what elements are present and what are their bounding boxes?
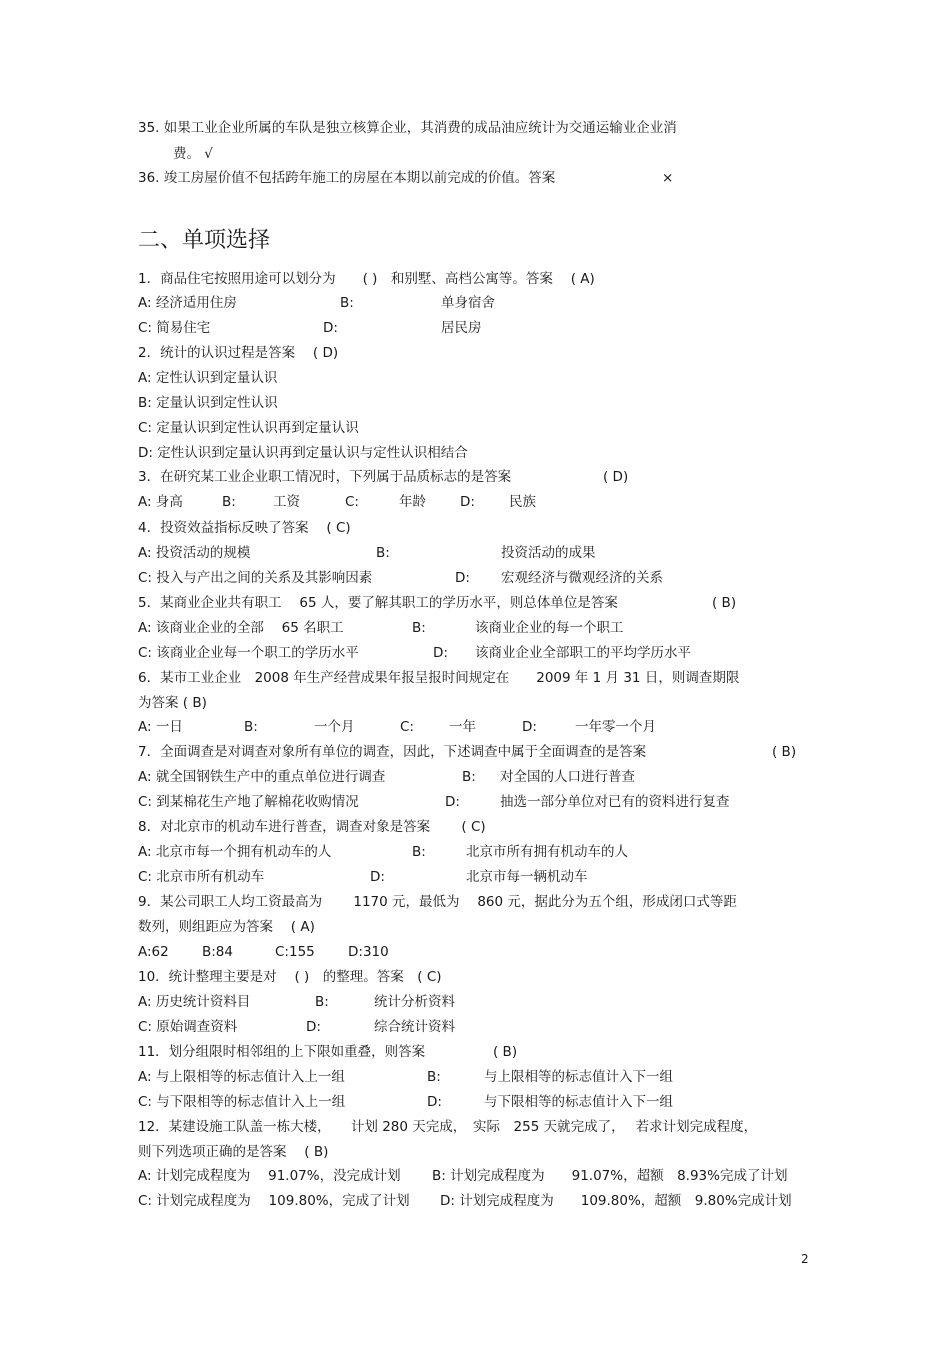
option-d: 抽选一部分单位对已有的资料进行复查: [500, 794, 730, 810]
tf-item-36-text: 36. 竣工房屋价值不包括跨年施工的房屋在本期以前完成的价值。答案: [138, 170, 556, 186]
option-a: A: 该商业企业的全部 65 名职工: [138, 620, 344, 636]
option-c: C: 北京市所有机动车: [138, 869, 265, 885]
option-c: C:155: [275, 944, 315, 960]
option-d: D: 计划完成程度为 109.80%，超额 9.80%完成计划: [440, 1193, 792, 1209]
question-5-answer: ( B): [712, 595, 737, 611]
option-d: 一年零一个月: [575, 719, 656, 735]
option-b: B: 定量认识到定性认识: [138, 395, 278, 411]
question-3-answer: ( D): [603, 469, 629, 485]
question-3-stem: 3．在研究某工业企业职工情况时，下列属于品质标志的是答案: [138, 469, 512, 485]
option-d: D: 定性认识到定量认识再到定量认识与定性认识相结合: [138, 445, 468, 461]
option-c: C: 原始调查资料: [138, 1019, 238, 1035]
option-c: C: 计划完成程度为 109.80%，完成了计划: [138, 1193, 410, 1209]
question-12-stem: 12．某建设施工队盖一栋大楼， 计划 280 天完成， 实际 255 天就完成了， 若求计划完成程度，: [138, 1119, 758, 1135]
option-d: 该商业企业全部职工的平均学历水平: [475, 645, 691, 661]
option-d: 北京市每一辆机动车: [466, 869, 588, 885]
option-b-label: B:: [315, 994, 329, 1010]
option-a: A: 历史统计资料目: [138, 994, 251, 1010]
option-c: C: 投入与产出之间的关系及其影响因素: [138, 570, 373, 586]
option-b-label: B:: [376, 545, 390, 561]
option-b: 单身宿舍: [441, 295, 495, 311]
question-6-stem: 6．某市工业企业 2008 年生产经营成果年报呈报时间规定在 2009 年 1 月 31 日，则调查期限: [138, 670, 740, 686]
tf-item-35: 35. 如果工业企业所属的车队是独立核算企业，其消费的成品油应统计为交通运输业企业消: [138, 120, 677, 136]
option-c-label: C:: [400, 719, 414, 735]
question-4-stem: 4．投资效益指标反映了答案 ( C): [138, 520, 351, 536]
option-a: A: 与上限相等的标志值计入上一组: [138, 1069, 345, 1085]
option-c: 年龄: [399, 494, 426, 510]
option-d-label: D:: [522, 719, 537, 735]
question-8-stem: 8．对北京市的机动车进行普查，调查对象是答案 ( C): [138, 819, 486, 835]
question-11-stem: 11．划分组限时相邻组的上下限如重叠，则答案: [138, 1044, 426, 1060]
option-a: A:62: [138, 944, 169, 960]
option-d-label: D:: [370, 869, 385, 885]
option-c: C: 简易住宅: [138, 320, 211, 336]
option-b-label: B:: [427, 1069, 441, 1085]
option-d: 宏观经济与微观经济的关系: [501, 570, 663, 586]
option-d-label: D:: [433, 645, 448, 661]
option-a: A: 定性认识到定量认识: [138, 370, 278, 386]
option-b-label: B:: [462, 769, 476, 785]
question-6-stem-cont: 为答案 ( B): [138, 695, 207, 711]
option-b-label: B:: [222, 494, 236, 510]
option-c-label: C:: [345, 494, 359, 510]
option-b-label: B:: [412, 844, 426, 860]
option-b-label: B:: [244, 719, 258, 735]
option-a: A: 北京市每一个拥有机动车的人: [138, 844, 332, 860]
option-a: A: 投资活动的规模: [138, 545, 251, 561]
question-9-stem-cont: 数列，则组距应为答案 ( A): [138, 919, 315, 935]
option-b: 该商业企业的每一个职工: [475, 620, 624, 636]
option-b: 投资活动的成果: [501, 545, 596, 561]
option-d-label: D:: [460, 494, 475, 510]
option-b-label: B:: [412, 620, 426, 636]
option-d-label: D:: [427, 1094, 442, 1110]
question-5-stem: 5．某商业企业共有职工 65 人，要了解其职工的学历水平，则总体单位是答案: [138, 595, 618, 611]
tf-item-35-cont: 费。 √: [173, 146, 213, 162]
question-7-stem: 7．全面调查是对调查对象所有单位的调查，因此，下述调查中属于全面调查的是答案: [138, 744, 647, 760]
option-d-label: D:: [323, 320, 338, 336]
option-a: A: 就全国钢铁生产中的重点单位进行调查: [138, 769, 386, 785]
option-d-label: D:: [306, 1019, 321, 1035]
question-12-stem-cont: 则下列选项正确的是答案 ( B): [138, 1144, 329, 1160]
option-d: D:310: [348, 944, 389, 960]
option-c: 一年: [449, 719, 476, 735]
option-c: C: 与下限相等的标志值计入上一组: [138, 1094, 346, 1110]
option-b: B: 计划完成程度为 91.07%，超额 8.93%完成了计划: [432, 1168, 788, 1184]
question-7-answer: ( B): [772, 744, 797, 760]
question-10-stem: 10．统计整理主要是对 ( ) 的整理。答案 ( C): [138, 969, 442, 985]
option-b: 与上限相等的标志值计入下一组: [484, 1069, 673, 1085]
option-d: 综合统计资料: [374, 1019, 455, 1035]
option-c: C: 到某棉花生产地了解棉花收购情况: [138, 794, 359, 810]
option-b: 北京市所有拥有机动车的人: [466, 844, 628, 860]
option-b: 统计分析资料: [374, 994, 455, 1010]
option-c: C: 该商业企业每一个职工的学历水平: [138, 645, 359, 661]
option-b: 一个月: [314, 719, 355, 735]
option-d: 民族: [509, 494, 536, 510]
option-d: 居民房: [441, 320, 482, 336]
option-d-label: D:: [455, 570, 470, 586]
option-c: C: 定量认识到定性认识再到定量认识: [138, 420, 359, 436]
question-9-stem: 9．某公司职工人均工资最高为 1170 元，最低为 860 元，据此分为五个组，形成闭口式等距: [138, 894, 737, 910]
option-a: A: 一日: [138, 719, 183, 735]
question-1-stem: 1．商品住宅按照用途可以划分为 ( ) 和别墅、高档公寓等。答案 ( A): [138, 271, 595, 287]
question-2-stem: 2．统计的认识过程是答案 ( D): [138, 345, 339, 361]
option-b: B:84: [202, 944, 233, 960]
option-b-label: B:: [340, 295, 354, 311]
option-a: A: 经济适用住房: [138, 295, 237, 311]
section-title: 二、单项选择: [138, 228, 271, 253]
option-d: 与下限相等的标志值计入下一组: [484, 1094, 673, 1110]
option-d-label: D:: [445, 794, 460, 810]
option-b: 工资: [273, 494, 300, 510]
option-a: A: 计划完成程度为 91.07%，没完成计划: [138, 1168, 401, 1184]
tf-answer-mark: ×: [662, 170, 674, 186]
page-number: 2: [801, 1252, 809, 1266]
option-a: A: 身高: [138, 494, 183, 510]
question-11-answer: ( B): [493, 1044, 518, 1060]
option-b: 对全国的人口进行普查: [500, 769, 635, 785]
